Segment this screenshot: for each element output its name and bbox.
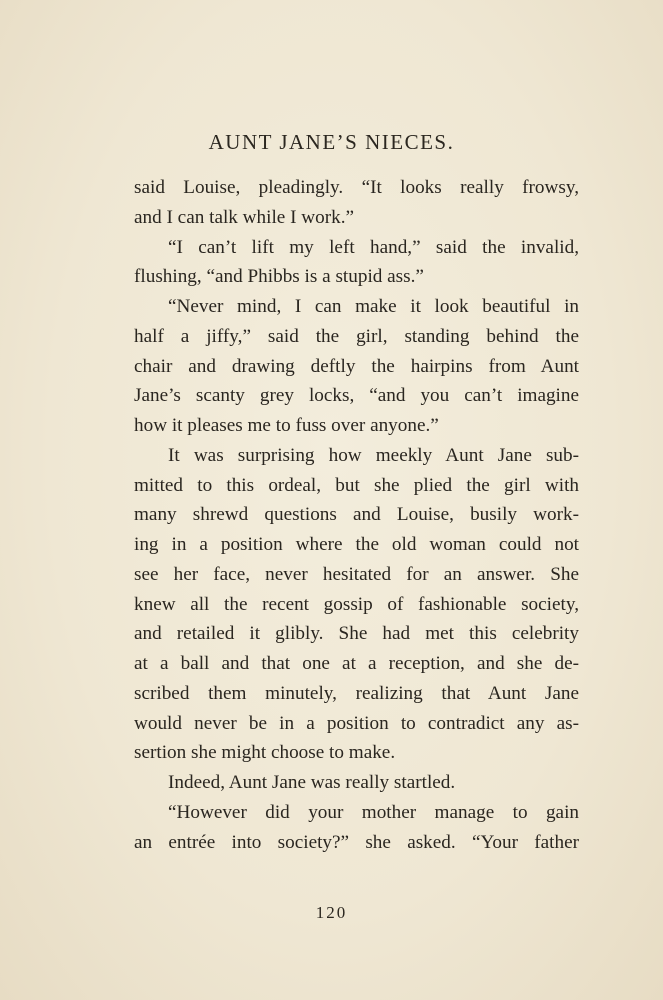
running-title: AUNT JANE’S NIECES. <box>208 130 455 154</box>
text-line: see her face, never hesitated for an answer. She <box>134 563 579 585</box>
text-line: chair and drawing deftly the hairpins from Aunt <box>134 355 579 377</box>
text-line: “Never mind, I can make it look beautiful in <box>168 296 579 317</box>
text-line: half a jiffy,” said the girl, standing behind the <box>134 325 579 347</box>
text-line: how it pleases me to fuss over anyone.” <box>134 415 439 436</box>
text-line: Indeed, Aunt Jane was really startled. <box>168 772 456 793</box>
text-line: would never be in a position to contradict any as- <box>134 712 579 734</box>
text-line: It was surprising how meekly Aunt Jane sub- <box>168 444 579 466</box>
text-line: “However did your mother manage to gain <box>168 801 579 823</box>
text-line: Jane’s scanty grey locks, “and you can’t imagine <box>134 385 579 407</box>
text-line: flushing, “and Phibbs is a stupid ass.” <box>134 266 424 288</box>
text-line: mitted to this ordeal, but she plied the girl with <box>134 474 579 496</box>
text-line: sertion she might choose to make. <box>134 742 396 764</box>
text-line: knew all the recent gossip of fashionable society, <box>134 593 579 615</box>
page-number: 120 <box>315 903 348 922</box>
text-line: at a ball and that one at a reception, and she de- <box>134 653 579 674</box>
body-text <box>134 173 579 857</box>
text-line: an entrée into society?” she asked. “Your father <box>134 831 579 853</box>
text-line: scribed them minutely, realizing that Aunt Jane <box>134 682 579 704</box>
text-line: “I can’t lift my left hand,” said the invalid, <box>168 236 579 258</box>
text-line: said Louise, pleadingly. “It looks really frowsy, <box>134 177 579 198</box>
text-line: and I can talk while I work.” <box>134 206 355 228</box>
text-line: ing in a position where the old woman could not <box>134 534 579 555</box>
text-line: and retailed it glibly. She had met this celebrity <box>134 623 579 645</box>
text-line: many shrewd questions and Louise, busily work- <box>134 504 579 526</box>
